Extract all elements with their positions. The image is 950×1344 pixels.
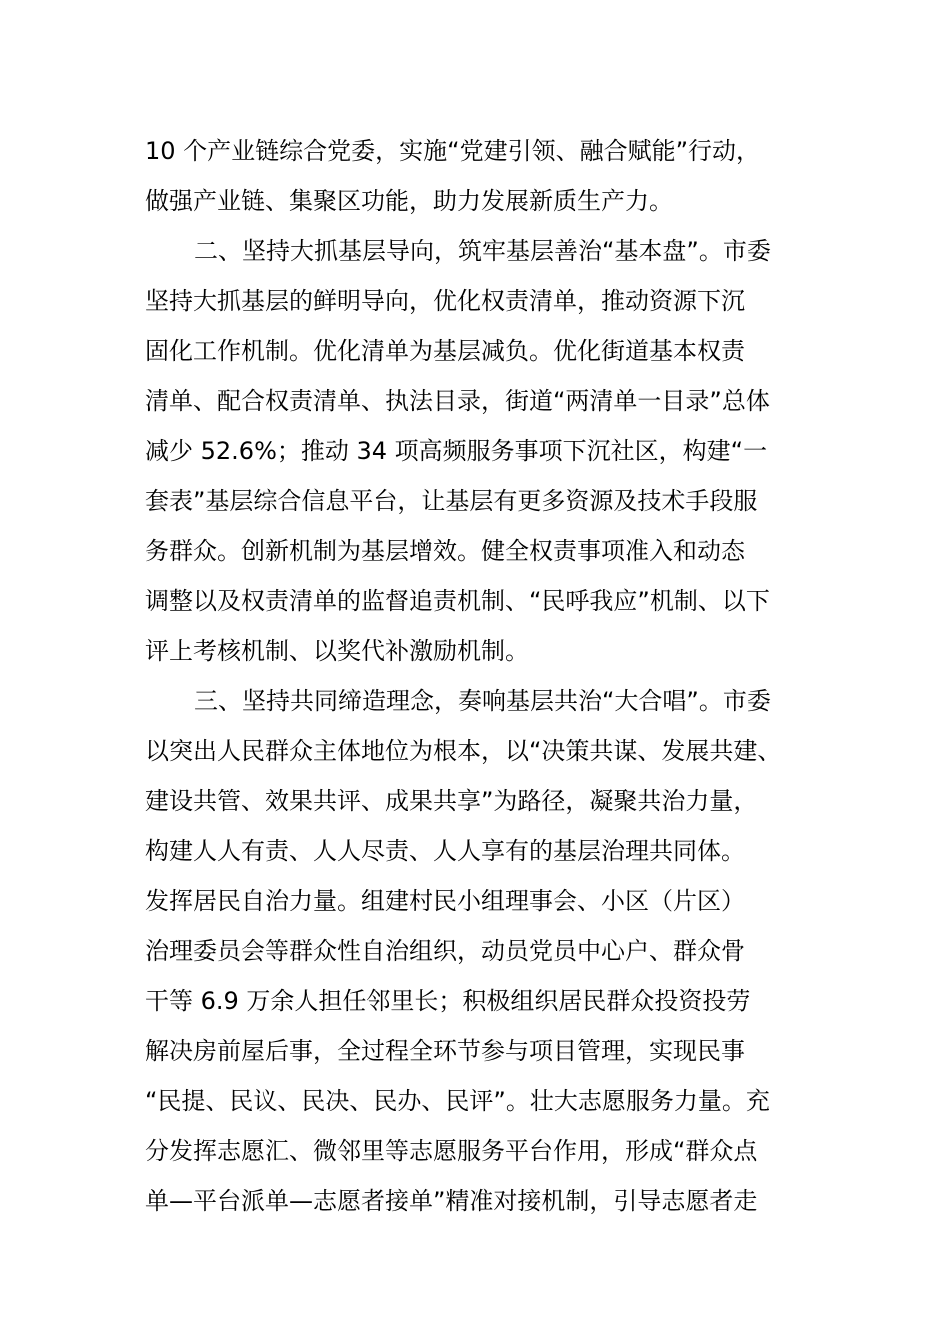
text-line: 套表”基层综合信息平台，让基层有更多资源及技术手段服 [145,487,758,515]
text-line: 干等 6.9 万余人担任邻里长；积极组织居民群众投资投劳 [145,987,751,1015]
text-line: 做强产业链、集聚区功能，助力发展新质生产力。 [145,187,673,215]
document-body [145,126,835,1226]
text-line: 构建人人有责、人人尽责、人人享有的基层治理共同体。 [145,837,745,865]
text-line: 坚持大抓基层的鲜明导向，优化权责清单，推动资源下沉 [145,287,745,315]
text-line: 调整以及权责清单的监督追责机制、“民呼我应”机制、以下 [145,587,770,615]
text-line: 治理委员会等群众性自治组织，动员党员中心户、群众骨 [145,937,745,965]
text-line: 务群众。创新机制为基层增效。健全权责事项准入和动态 [145,537,745,565]
text-line: 发挥居民自治力量。组建村民小组理事会、小区（片区） [145,887,745,915]
text-line: 三、坚持共同缔造理念，奏响基层共治“大合唱”。市委 [194,687,771,715]
text-line: 单—平台派单—志愿者接单”精准对接机制，引导志愿者走 [145,1187,758,1215]
text-line: 二、坚持大抓基层导向，筑牢基层善治“基本盘”。市委 [194,237,771,265]
text-line: 10 个产业链综合党委，实施“党建引领、融合赋能”行动， [145,137,761,165]
text-line: 清单、配合权责清单、执法目录，街道“两清单一目录”总体 [145,387,770,415]
text-line: 分发挥志愿汇、微邻里等志愿服务平台作用，形成“群众点 [145,1137,758,1165]
text-line: 减少 52.6%；推动 34 项高频服务事项下沉社区，构建“一 [145,437,768,465]
text-line: “民提、民议、民决、民办、民评”。壮大志愿服务力量。充 [145,1087,770,1115]
text-line: 建设共管、效果共评、成果共享”为路径，凝聚共治力量， [145,787,758,815]
text-line: 固化工作机制。优化清单为基层减负。优化街道基本权责 [145,337,745,365]
text-line: 解决房前屋后事，全过程全环节参与项目管理，实现民事 [145,1037,745,1065]
text-line: 以突出人民群众主体地位为根本，以“决策共谋、发展共建、 [145,737,782,765]
text-line: 评上考核机制、以奖代补激励机制。 [145,637,529,665]
